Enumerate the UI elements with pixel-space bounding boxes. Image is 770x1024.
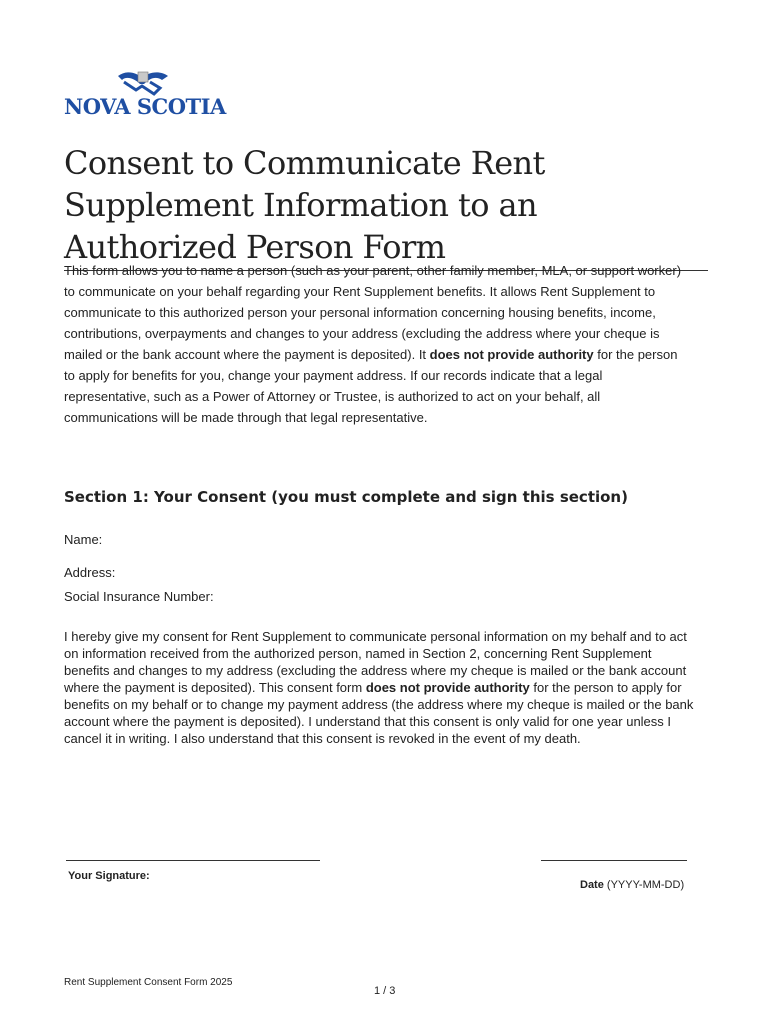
intro-bold: does not provide authority <box>429 347 594 362</box>
consent-text-1: I hereby give my consent for Rent Supplement to communicate personal information on my behalf and to act on information received from the authorized person, named in Section 2, concerning Rent Supplement benefits and changes to my address (excluding the address where my cheque is mailed or the bank account where the payment is deposited). This consent form <box>64 629 687 695</box>
consent-bold: does not provide authority <box>365 680 530 695</box>
intro-text-2: for the person to apply for benefits for you, change your payment address. If our records indicate that a legal representative, such as a Power of Attorney or Trustee, is authorized to act on your behalf, all communications will be made through that legal representative. <box>64 347 678 425</box>
consent-paragraph <box>64 628 694 747</box>
address-field-label: Address: <box>64 565 116 580</box>
consent-text-2: for the person to apply for benefits on my behalf or to change my payment address (the address where my cheque is mailed or the bank account where the payment is deposited). I understand that this consent is only valid for one year unless I cancel it in writing. I also understand that this consent is revoked in the event of my death. <box>64 680 694 746</box>
logo-wordmark: NOVA SCOTIA <box>64 94 226 119</box>
date-label <box>580 879 684 891</box>
signature-line[interactable] <box>66 860 320 861</box>
nova-scotia-logo <box>64 68 232 120</box>
form-title: Consent to Communicate Rent Supplement Information to an Authorized Person Form <box>64 142 708 271</box>
intro-text-1: This form allows you to name a person (such as your parent, other family member, MLA, or support worker) to communicate on your behalf regarding your Rent Supplement benefits. It allows Rent Supplement to communicate to this authorized person your personal information concerning housing benefits, income, contributions, overpayments and changes to your address (excluding the address where your cheque is mailed or the bank account where the payment is deposited). It <box>64 263 682 362</box>
date-label-bold: Date <box>580 879 604 891</box>
nova-scotia-logo-graphic <box>64 68 232 120</box>
intro-paragraph <box>64 260 684 428</box>
name-field-label: Name: <box>64 532 103 547</box>
sin-field-label: Social Insurance Number: <box>64 589 214 604</box>
page-number: 1 / 3 <box>374 985 396 997</box>
date-line[interactable] <box>541 860 687 861</box>
footer-form-name: Rent Supplement Consent Form 2025 <box>64 977 233 988</box>
signature-label: Your Signature: <box>68 870 150 882</box>
section-1-heading: Section 1: Your Consent (you must complete and sign this section) <box>64 488 628 506</box>
date-format: (YYYY-MM-DD) <box>603 879 685 891</box>
